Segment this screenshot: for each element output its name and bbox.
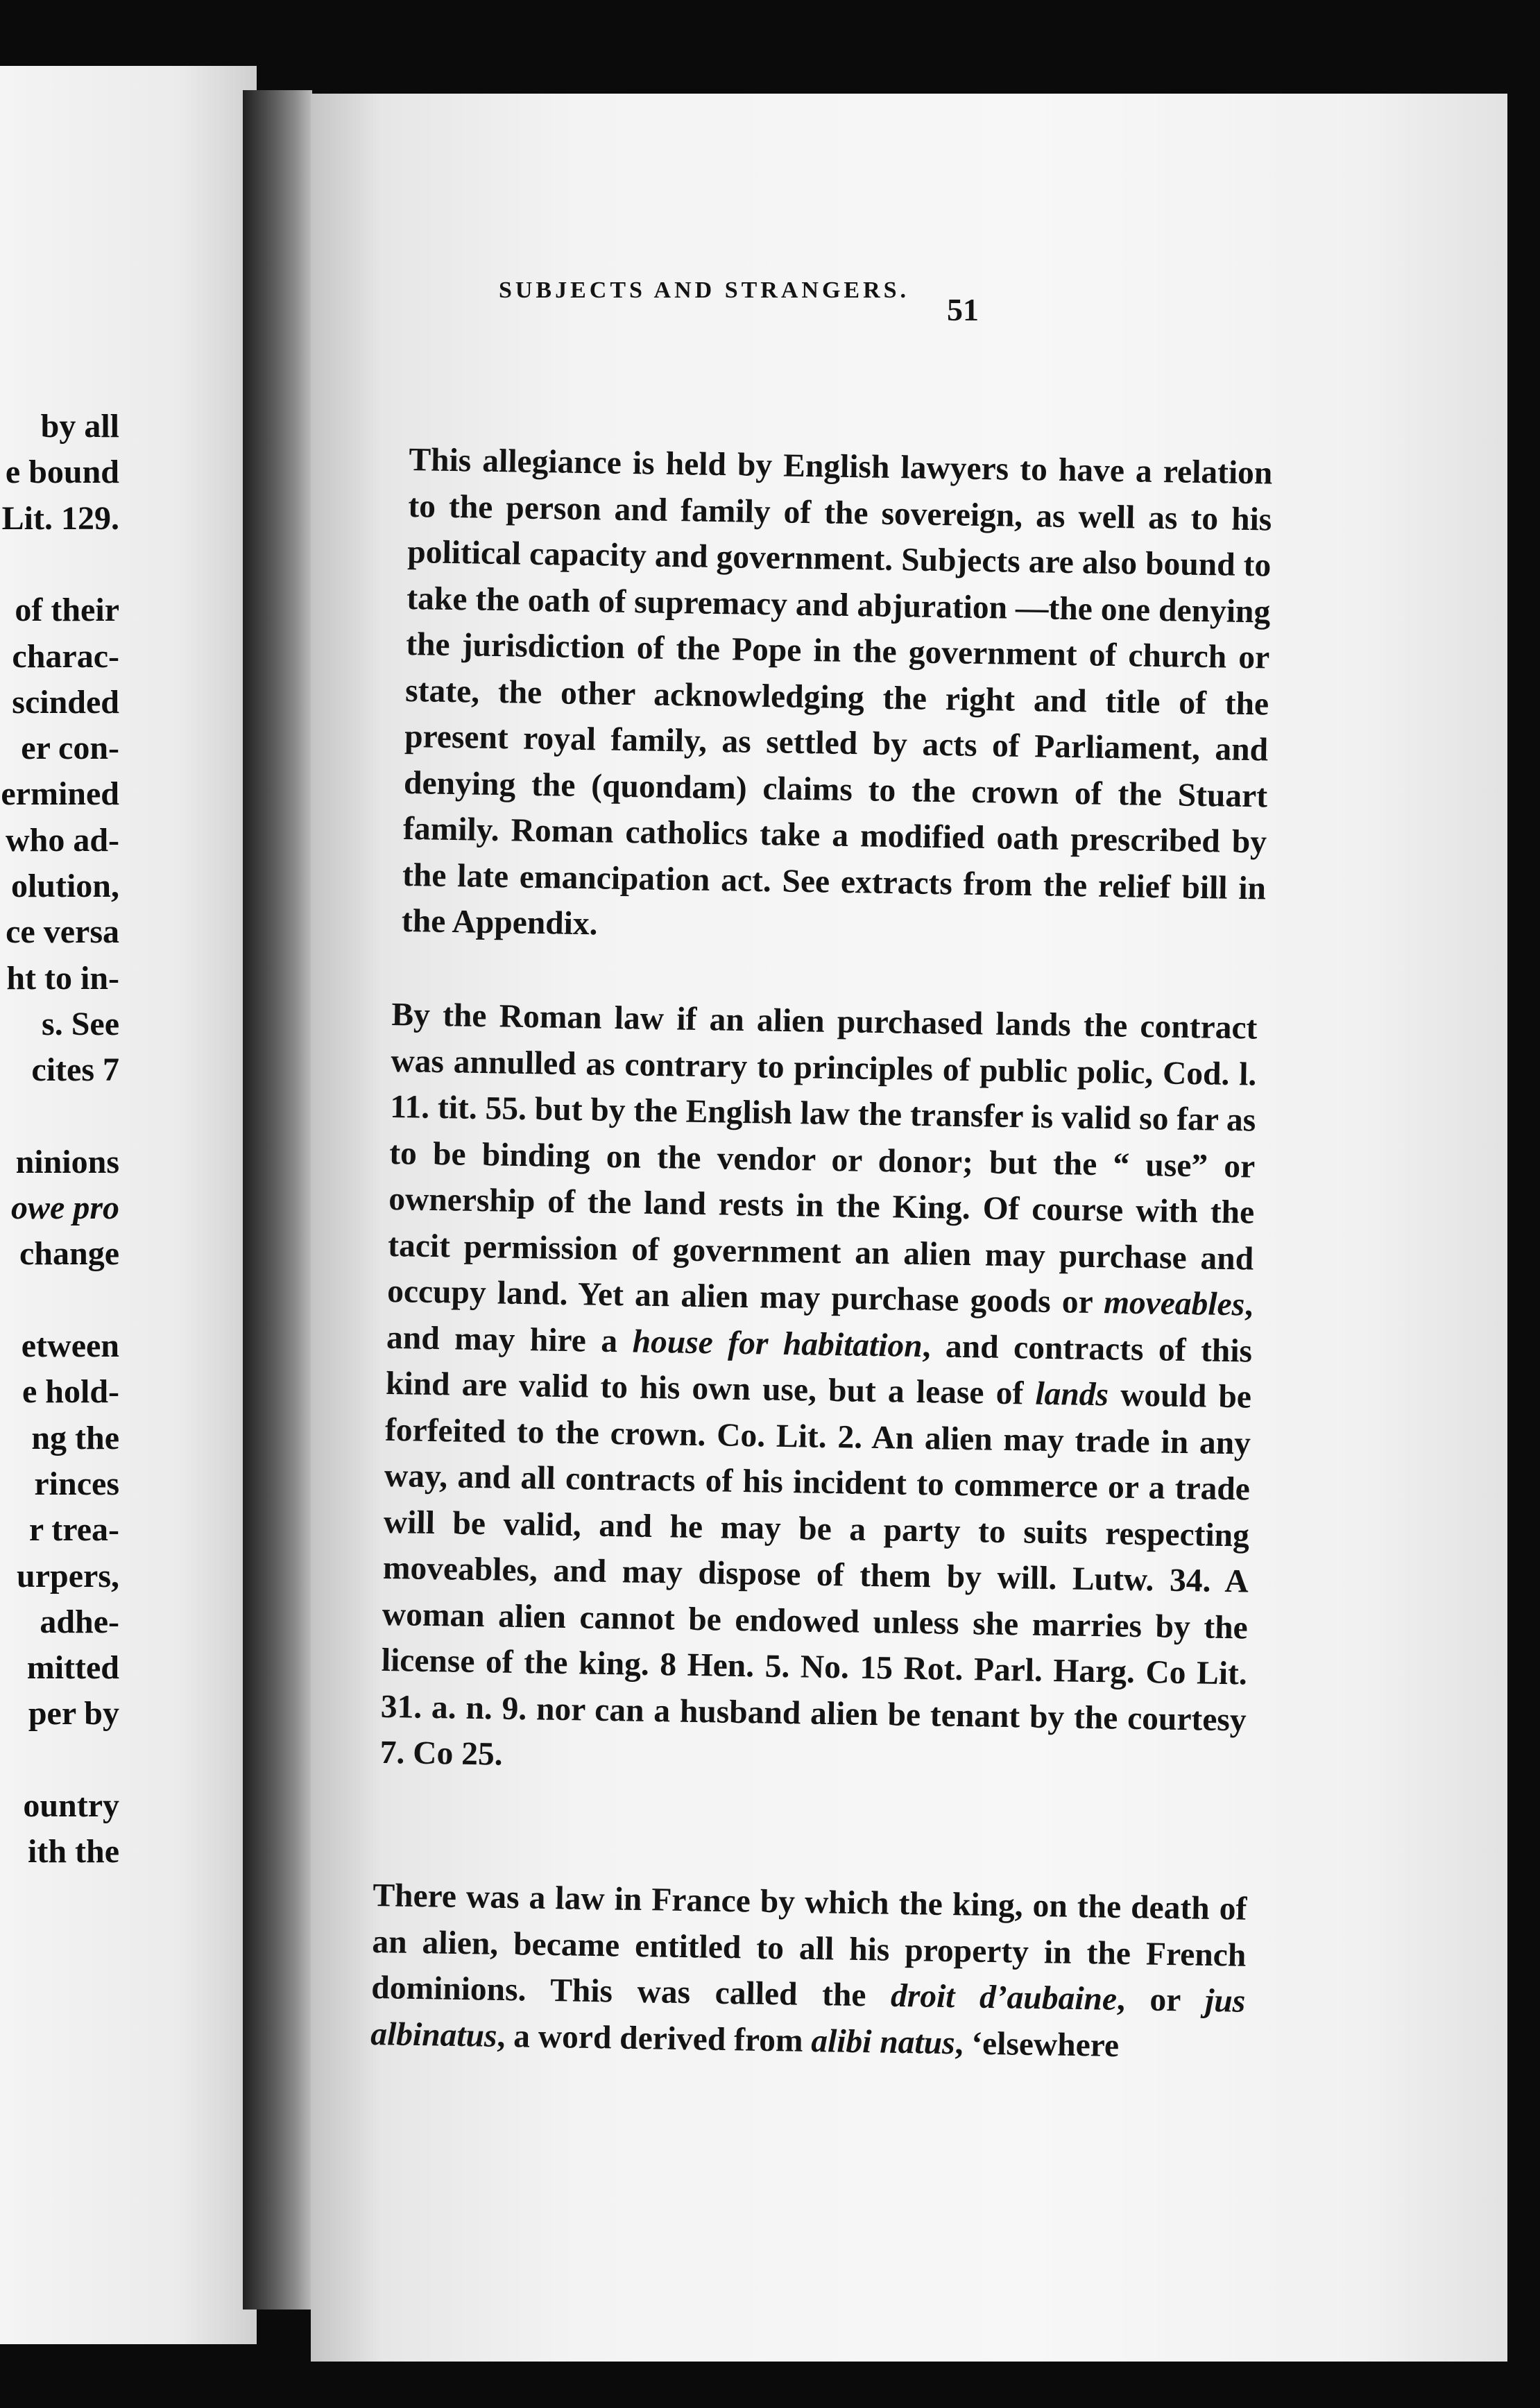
paragraph-allegiance: This allegiance is held by English lawyers to have a relation to the person and family of the sovereign, as well as to his political capacity and government. Subjects are also bound to take the oath of supremacy and abjuration —the one denying the jurisdiction of the Pope in the government of church or state, the other acknowledging the right and title of the present royal family, as settled by acts of Parliament, and denying the (quondam) claims to the crown of the Stuart family. Roman catholics take a modified oath prescribed by the late emancipation act. See extracts from the relief bill in the Appendix. (401, 441, 1273, 943)
book-gutter (243, 90, 312, 2310)
left-page-line-fragment: adhe- (40, 1603, 119, 1640)
running-head: SUBJECTS AND STRANGERS. (498, 277, 910, 303)
left-page-line-fragment: change (19, 1235, 119, 1272)
left-page-line-fragment: ht to in- (6, 960, 119, 997)
left-page-line-fragment: e bound (5, 454, 119, 490)
left-page-line-fragment: ermined (1, 775, 119, 812)
left-page-line-fragment: owe pro (11, 1189, 119, 1226)
left-page-line-fragment: er con- (21, 730, 119, 766)
italic-term: alibi natus (810, 2022, 956, 2061)
left-page-line-fragment: by all (40, 408, 119, 445)
left-page-line-fragment: Lit. 129. (1, 500, 119, 537)
italic-term: moveables (1103, 1284, 1245, 1323)
left-page-line-fragment: of their (15, 592, 119, 628)
left-page-line-fragment: scinded (12, 684, 119, 721)
italic-term: house for habitation (632, 1323, 923, 1364)
left-page-line-fragment: urpers, (17, 1558, 119, 1594)
left-page-line-fragment: mitted (26, 1649, 119, 1686)
left-page-line-fragment: s. See (42, 1006, 119, 1042)
left-page-line-fragment: charac- (12, 638, 119, 675)
left-page-line-fragment: who ad- (5, 822, 119, 859)
left-page-line-fragment: cites 7 (31, 1051, 119, 1088)
italic-term: lands (1035, 1375, 1109, 1413)
left-page-line-fragment: ountry (23, 1787, 119, 1824)
left-page-line-fragment: olution, (10, 868, 119, 904)
left-page-line-fragment: ninions (15, 1144, 119, 1180)
page-number: 51 (947, 292, 979, 327)
paragraph-roman-law-alien: By the Roman law if an alien purchased lands the contract was annulled as contrary to principles of public polic, Cod. l. 11. tit. 55. but by the English law the transfer is valid so far as to be binding on the vendor or donor; but the “ use” or ownership of the land rests in the King. Of course with the tacit permission of government an alien may purchase and occupy land. Yet an alien may purchase goods or moveables, and may hire a house for habitation, and contracts of this kind are valid to his own use, but a lease of lands would be forfeited to the crown. Co. Lit. 2. An alien may trade in any way, and all contracts of his incident to commerce or a trade will be valid, and he may be a party to suits respecting moveables, and may dispose of them by will. Lutw. 34. A woman alien cannot be endowed unless she marries by the license of the king. 8 Hen. 5. No. 15 Rot. Parl. Harg. Co Lit. 31. a. n. 9. nor can a husband alien be tenant by the courtesy 7. Co 25. (379, 996, 1258, 1773)
left-page-line-fragment: ce versa (6, 913, 119, 950)
left-page-line-fragment: ng the (31, 1420, 119, 1456)
left-page-line-fragment: e hold- (22, 1373, 119, 1410)
left-page-line-fragment: ith the (28, 1833, 119, 1870)
paragraph-droit-daubaine: There was a law in France by which the king, on the death of an alien, became entitled to all his property in the French dominions. This was called the droit d’aubaine, or jus albinatus, a word derived from alibi natus, ‘elsewhere (370, 1877, 1247, 2064)
italic-term: jus albinatus (370, 1982, 1246, 2054)
left-page-line-fragment: per by (28, 1695, 119, 1732)
left-page-line-fragment: r trea- (28, 1511, 119, 1548)
italic-term: droit d’aubaine (890, 1977, 1118, 2018)
left-page-line-fragment: etween (21, 1327, 119, 1364)
left-page-line-fragment: rinces (34, 1465, 119, 1502)
